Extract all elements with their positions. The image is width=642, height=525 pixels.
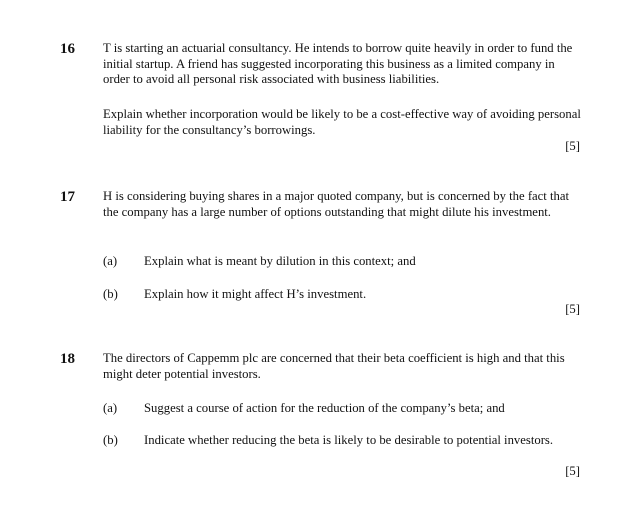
part-label: (b) [103,433,118,447]
marks-label: [5] [565,464,580,478]
part-label: (a) [103,254,118,268]
part-text: Suggest a course of action for the reduction of the company’s beta; and [144,401,505,415]
question-number: 16 [60,41,75,57]
question-paragraph: T is starting an actuarial consultancy. He intends to borrow quite heavily in order to fund the initial startup. A friend has suggested incorporating this business as a limited company in order to avoid all personal risk associated with business liabilities. [103,41,573,87]
question-number: 18 [60,351,75,367]
part-text: Explain what is meant by dilution in this context; and [144,254,416,268]
question-number: 17 [60,189,75,205]
question-paragraph: H is considering buying shares in a major quoted company, but is concerned by the fact that the company has a large number of options outstanding that might dilute his investment. [103,189,570,219]
marks-label: [5] [565,302,580,316]
part-text: Indicate whether reducing the beta is likely to be desirable to potential investors. [144,433,554,447]
marks-label: [5] [565,139,580,153]
part-label: (a) [103,401,118,415]
part-text: Explain how it might affect H’s investment. [144,287,367,301]
question-paragraph: The directors of Cappemm plc are concerned that their beta coefficient is high and that this might deter potential investors. [103,351,565,381]
question-instruction: Explain whether incorporation would be likely to be a cost-effective way of avoiding personal liability for the consultancy’s borrowings. [103,107,581,137]
part-label: (b) [103,287,118,301]
